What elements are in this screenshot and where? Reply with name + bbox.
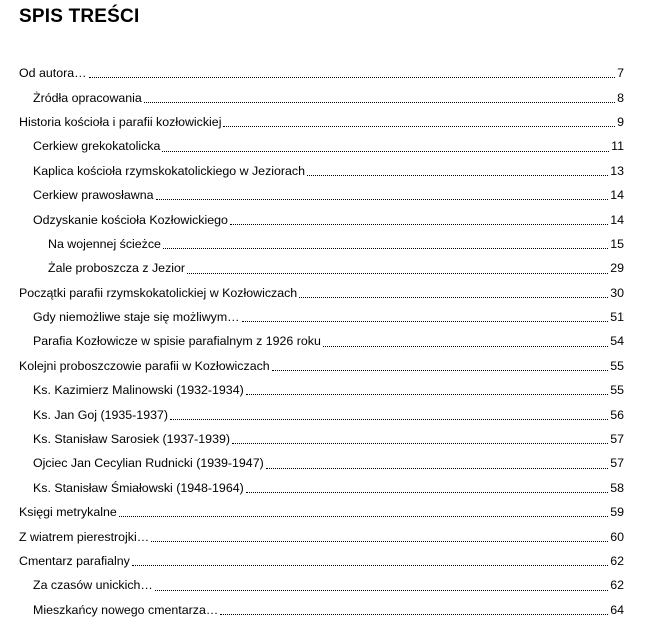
toc-entry[interactable] [0, 232, 647, 256]
toc-entry-label: Żale proboszcza z Jezior [48, 261, 186, 276]
dot-leader [156, 199, 609, 200]
toc-entry[interactable] [0, 256, 647, 280]
toc-entry-page: 14 [610, 188, 624, 203]
dot-leader [132, 565, 608, 566]
dot-leader [187, 273, 608, 274]
toc-entry-page: 15 [610, 236, 624, 251]
toc-entry-page: 30 [610, 285, 624, 300]
toc-entry-page: 62 [610, 578, 624, 593]
toc-entry[interactable] [0, 476, 647, 500]
toc-entry[interactable] [0, 549, 647, 573]
dot-leader [220, 614, 608, 615]
dot-leader [230, 224, 608, 225]
toc-entry[interactable] [0, 378, 647, 402]
dot-leader [323, 346, 608, 347]
dot-leader [242, 321, 609, 322]
toc-entry[interactable] [0, 61, 647, 85]
dot-leader [266, 468, 608, 469]
toc-entry[interactable] [0, 305, 647, 329]
page-title: SPIS TREŚCI [19, 6, 140, 27]
toc-entry[interactable] [0, 85, 647, 109]
toc-entry-page: 9 [617, 114, 624, 129]
dot-leader [144, 102, 615, 103]
dot-leader [89, 77, 616, 78]
toc-entry[interactable] [0, 281, 647, 305]
toc-entry-label: Cerkiew prawosławna [33, 188, 154, 203]
toc-entry-label: Historia kościoła i parafii kozłowickiej [19, 114, 222, 129]
toc-entry[interactable] [0, 354, 647, 378]
toc-entry-label: Gdy niemożliwe staje się możliwym… [33, 310, 240, 325]
toc-entry-label: Z wiatrem pierestrojki… [19, 529, 150, 544]
toc-entry-page: 51 [610, 310, 624, 325]
toc-entry[interactable] [0, 500, 647, 524]
toc-entry[interactable] [0, 159, 647, 183]
toc-entry[interactable] [0, 183, 647, 207]
toc-entry-label: Odzyskanie kościoła Kozłowickiego [33, 212, 228, 227]
dot-leader [272, 370, 609, 371]
toc-entry[interactable] [0, 427, 647, 451]
dot-leader [155, 590, 608, 591]
toc-entry-label: Cmentarz parafialny [19, 554, 130, 568]
toc-entry-page: 60 [610, 529, 624, 544]
toc-entry[interactable] [0, 573, 647, 597]
toc-entry-label: Na wojennej ścieżce [48, 236, 161, 251]
toc-entry-label: Ojciec Jan Cecylian Rudnicki (1939-1947) [33, 456, 264, 471]
toc-entry[interactable] [0, 134, 647, 158]
dot-leader [119, 516, 608, 517]
toc-entry-page: 55 [610, 383, 624, 398]
toc-entry[interactable] [0, 110, 647, 134]
toc-entry-page: 55 [610, 358, 624, 373]
table-of-contents [0, 61, 647, 622]
toc-entry-label: Ks. Jan Goj (1935-1937) [33, 407, 168, 422]
toc-entry-page: 13 [610, 163, 624, 178]
dot-leader [223, 126, 615, 127]
toc-entry-page: 56 [610, 407, 624, 422]
toc-entry-label: Za czasów unickich… [33, 578, 153, 593]
toc-entry-label: Ks. Stanisław Śmiałowski (1948-1964) [33, 480, 244, 495]
toc-entry-label: Ks. Stanisław Sarosiek (1937-1939) [33, 432, 230, 447]
toc-entry-label: Ks. Kazimierz Malinowski (1932-1934) [33, 383, 244, 398]
toc-entry[interactable] [0, 524, 647, 548]
toc-entry-page: 14 [610, 212, 624, 227]
toc-entry[interactable] [0, 402, 647, 426]
toc-entry-page: 58 [610, 480, 624, 495]
toc-entry[interactable] [0, 598, 647, 622]
toc-entry-page: 57 [610, 432, 624, 447]
dot-leader [246, 492, 608, 493]
toc-entry-label: Mieszkańcy nowego cmentarza… [33, 602, 219, 617]
dot-leader [170, 419, 608, 420]
toc-entry-label: Żródła opracowania [33, 90, 142, 105]
toc-entry-page: 7 [617, 66, 624, 81]
dot-leader [246, 394, 608, 395]
toc-entry-label: Księgi metrykalne [19, 505, 117, 520]
toc-entry[interactable] [0, 451, 647, 475]
toc-entry-page: 29 [610, 261, 624, 276]
toc-entry-page: 64 [610, 602, 624, 617]
dot-leader [299, 297, 608, 298]
dot-leader [162, 151, 609, 152]
toc-entry[interactable] [0, 329, 647, 353]
toc-entry-page: 54 [610, 334, 624, 349]
toc-entry-page: 8 [617, 90, 624, 105]
dot-leader [307, 175, 608, 176]
toc-entry-page: 59 [610, 505, 624, 520]
toc-entry-label: Kaplica kościoła rzymskokatolickiego w Jeziorach [33, 163, 306, 178]
toc-entry-label: Początki parafii rzymskokatolickiej w Kozłowiczach [19, 285, 298, 300]
dot-leader [151, 541, 608, 542]
toc-entry-page: 62 [610, 554, 624, 568]
toc-entry-page: 11 [611, 139, 624, 154]
toc-entry-label: Parafia Kozłowicze w spisie parafialnym z 1926 roku [33, 334, 321, 349]
toc-entry-label: Kolejni proboszczowie parafii w Kozłowiczach [19, 358, 270, 373]
toc-entry[interactable] [0, 207, 647, 231]
dot-leader [232, 443, 608, 444]
toc-entry-label: Cerkiew grekokatolicka [33, 139, 161, 154]
toc-entry-page: 57 [610, 456, 624, 471]
dot-leader [163, 248, 608, 249]
toc-entry-label: Od autora… [19, 66, 87, 81]
